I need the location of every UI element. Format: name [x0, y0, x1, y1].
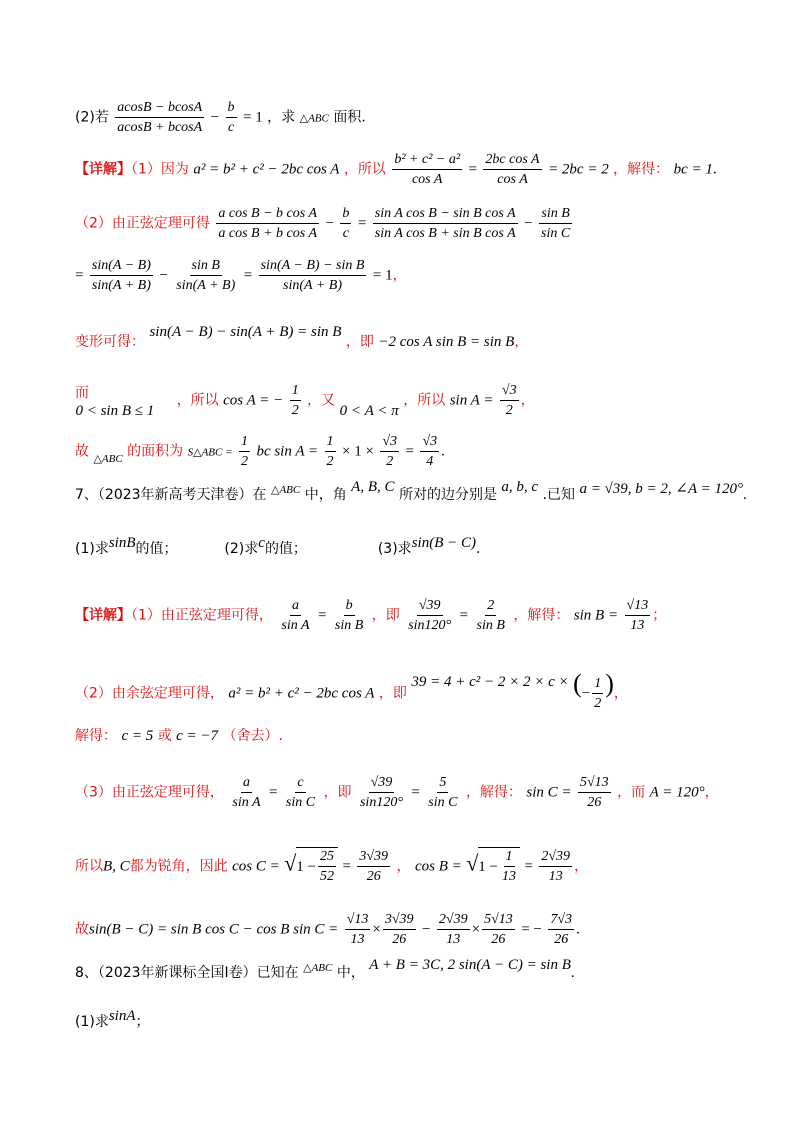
s6-1-result: bc = 1 — [673, 161, 713, 178]
s6-1-text-a: （1）因为 — [131, 161, 189, 178]
s7-6-fraction-3: $\frac{2√39}{13}$ — [438, 912, 468, 947]
s6-5-fraction-sqrt3: $\frac{√3}{2}$ — [501, 383, 517, 418]
s7-1-text-c: ，解得： — [513, 607, 570, 624]
s7-6-fraction-4: $\frac{5√13}{26}$ — [484, 912, 513, 947]
s7-2-text-a: （2）由余弦定理可得， — [75, 685, 224, 702]
s6-5-text-d: ，所以 — [403, 392, 446, 409]
s7-2-eq2: 39 = 4 + c² − 2 × 2 × c × — [411, 673, 569, 690]
s6-1-text-b: ，所以 — [343, 161, 386, 178]
q8-text-b: 中， — [336, 965, 365, 981]
s6-2-text-a: （2）由正弦定理可得 — [75, 215, 210, 232]
s6-3-fraction-3: $\frac{\text{sin(A − B) − sin B}}{\sin(A + B)}$ — [260, 258, 365, 293]
s6-2-fraction-4: $\frac{\text{sin B}}{\text{sin C}}$ — [541, 206, 571, 241]
s7-1-fraction-4: $\frac{2}{\text{sin B}}$ — [476, 598, 505, 633]
q7-solution-line-6: 故sin(B − C) = sin B cos C − cos B sin C = $\frac{√13}{13}$ × $\frac{3√39}{26}$ − $\frac{2√39}{13}$ × $\frac{5√13}{26}$ = − $\frac{7√3}{26}$ . — [75, 912, 580, 947]
s7-6-text-a: 故 — [75, 921, 89, 938]
s6-5-text-a: 而 — [75, 384, 89, 401]
q7-solution-line-4: （3）由正弦定理可得， $\frac{a}{\text{sin A}}$ = $\frac{c}{\text{sin C}}$ ，即 $\frac{√39}{\sin 120^\circ}$ = $\frac{5}{\text{sin C}}$ ，解得： sin C = $\frac{5√13}{26}$ ，而 A = 120°， — [75, 775, 719, 810]
q7-solution-line-1: 【详解】（1）由正弦定理可得， $\frac{a}{\text{sin A}}$ = $\frac{b}{\text{sin B}}$ ，即 $\frac{√39}{\sin 120^\circ}$ = $\frac{2}{\text{sin B}}$ ，解得： sin B = $\frac{√13}{13}$ ； — [75, 598, 667, 633]
q6-solution-line-5: 而 0 < sin B ≤ 1 ，所以 cos A = − $\frac{1}{2}$ ，又 0 < A < π ，所以 sin A = $\frac{√3}{2}$ ， — [75, 383, 535, 419]
triangle-label: △ABC — [303, 962, 333, 974]
q6-solution-line-2: （2）由正弦定理可得 $\frac{\text{a cos B − b cos A}}{\text{a cos B + b cos A}}$ − $\frac{b}{c}$ = $\frac{\text{sin A cos B − sin B cos A}}{\text{sin A cos B + sin B cos A}}$ − $\frac{\text{sin B}}{\text{sin C}}$ — [75, 206, 571, 241]
q6-part2-question: (2)若 $\frac{acosB - bcosA}{acosB + bcosA}$ − $\frac{b}{c}$ = 1 ，求 △ABC 面积. — [75, 100, 366, 135]
q7-given: a = √39, b = 2, ∠A = 120° — [579, 481, 743, 497]
s7-6-fraction-2: $\frac{3√39}{26}$ — [384, 912, 414, 947]
q7-part1-label: (1)求 — [75, 541, 109, 557]
s6-6-mid2: × 1 × — [342, 443, 374, 460]
s7-4-angle-a: A = 120° — [649, 784, 705, 801]
s7-1-fraction-3: $\frac{√39}{\sin 120^\circ}$ — [408, 598, 452, 633]
q7-title: 7、（2023年新高考天津卷）在 $^{\triangle ABC}$ 中，角 A, B, C 所对的边分别是 a, b, c .已知 a = √39, b = 2, ∠A = 120°. — [75, 479, 747, 503]
s7-4-text-b: ，即 — [323, 784, 352, 801]
s7-4-result: sin C = — [526, 784, 572, 801]
s6-3-fraction-2: $\frac{\text{sin B}}{\sin(A + B)}$ — [176, 258, 236, 293]
s7-4-fraction-2: $\frac{c}{\text{sin C}}$ — [285, 775, 316, 810]
q7-part2-tail: 的值； — [264, 541, 307, 557]
s7-4-fraction-1: $\frac{a}{\text{sin A}}$ — [232, 775, 261, 810]
s7-2-cosine-law: a² = b² + c² − 2bc cos A — [228, 685, 375, 702]
q6-solution-line-3: = $\frac{\sin(A - B)}{\sin(A + B)}$ − $\frac{\text{sin B}}{\sin(A + B)}$ = $\frac{\text{sin(A − B) − sin B}}{\sin(A + B)}$ = 1， — [75, 258, 407, 293]
q7-sides: a, b, c — [501, 479, 539, 495]
q8-given: A + B = 3C, 2 sin(A − C) = sin B — [369, 957, 571, 973]
detail-tag: 【详解】 — [75, 607, 131, 624]
s7-4-text-a: （3）由正弦定理可得， — [75, 784, 224, 801]
q7-text-c: 所对的边分别是 — [398, 487, 497, 503]
s7-4-text-d: ，而 — [617, 784, 646, 801]
s7-2-fraction-half: $\frac{1}{2}$ — [594, 676, 602, 711]
s7-3-or: 或 — [157, 728, 172, 744]
s7-5-text-a: 所以 — [75, 858, 103, 875]
s7-5-fraction-3: $\frac{1}{13}$ — [502, 849, 516, 884]
q7-solution-line-3 — [75, 727, 283, 745]
s7-5-fraction-1: $\frac{25}{52}$ — [320, 849, 334, 884]
q6-solution-line-1: 【详解】（1）因为 a² = b² + c² − 2bc cos A ，所以 $\frac{\text{b² + c² − a²}}{\text{cos A}}$ = $\frac{\text{2bc cos A}}{\text{cos A}}$ = 2bc = 2 ，解得： bc = 1. — [75, 152, 717, 187]
s7-3-c-positive: c = 5 — [121, 728, 154, 744]
q6-part2-tail: 面积. — [333, 109, 366, 126]
s6-6-fraction-3: $\frac{√3}{2}$ — [382, 434, 398, 469]
s6-4-eq2: −2 cos A sin B = sin B — [378, 334, 515, 350]
s6-1-eq2: = 2bc = 2 — [548, 161, 609, 178]
q6-part2-fraction-1: $\frac{acosB - bcosA}{acosB + bcosA}$ — [117, 100, 203, 135]
s7-4-fraction-4: $\frac{5}{\text{sin C}}$ — [428, 775, 458, 810]
s6-4-eq1: sin(A − B) − sin(A + B) = sin B — [149, 324, 342, 340]
s7-6-fraction-5: $\frac{7√3}{26}$ — [550, 912, 573, 947]
s6-6-text-a: 故 — [75, 443, 89, 460]
s6-4-text-b: ，即 — [345, 334, 374, 350]
q7-part2-math: c — [258, 535, 265, 551]
s7-3-text-a: 解得： — [75, 728, 117, 744]
q8-title-text: 8、（2023年新课标全国Ⅰ卷）已知在 — [75, 965, 299, 981]
s7-5-cos-c: cos C = — [232, 858, 280, 875]
q8-part1-math: sinA — [108, 1008, 136, 1024]
s6-5-text-c: ，又 — [307, 392, 336, 409]
q8-part1-tail: ； — [135, 1014, 150, 1030]
s7-6-fraction-1: $\frac{√13}{13}$ — [346, 912, 369, 947]
s7-5-fraction-2: $\frac{3√39}{26}$ — [359, 849, 389, 884]
s6-2-fraction-1: $\frac{\text{a cos B − b cos A}}{\text{a cos B + b cos A}}$ — [218, 206, 317, 241]
s6-6-mid: bc sin A = — [256, 443, 319, 460]
q8-title: 8、（2023年新课标全国Ⅰ卷）已知在 $^{\triangle ABC}$ 中， A + B = 3C, 2 sin(A − C) = sin B. — [75, 957, 575, 981]
q7-part3-math: sin(B − C) — [411, 535, 476, 551]
s6-2-fraction-2: $\frac{b}{c}$ — [342, 206, 350, 241]
q6-part2-equals: = 1 — [243, 109, 263, 126]
s7-1-fraction-1: $\frac{a}{\text{sin A}}$ — [281, 598, 310, 633]
q6-solution-line-6: 故 $_{\triangle ABC}$ 的面积为 S△ABC = $\frac{1}{2}$ bc sin A = $\frac{1}{2}$ × 1 × $\frac{√3}{2}$ = $\frac{√3}{4}$ . — [75, 434, 445, 469]
q7-solution-line-5: 所以B, C都为锐角，因此 cos C = √ 1 − $\frac{25}{52}$ = $\frac{3√39}{26}$ ， cos B = √ 1 − $\frac{1}{13}$ = $\frac{2√39}{13}$ ， — [75, 849, 589, 884]
s6-6-area-symbol: S△ABC = — [187, 446, 233, 459]
q7-part1-tail: 的值； — [135, 541, 178, 557]
s7-4-fraction-3: $\frac{√39}{\sin 120^\circ}$ — [359, 775, 403, 810]
s6-6-fraction-1: $\frac{1}{2}$ — [240, 434, 248, 469]
s6-6-fraction-2: $\frac{1}{2}$ — [326, 434, 334, 469]
q7-solution-line-2: （2）由余弦定理可得， a² = b² + c² − 2bc cos A ，即 39 = 4 + c² − 2 × 2 × c × (− $\frac{1}{2}$ )， — [75, 668, 628, 711]
s6-2-fraction-3: $\frac{\text{sin A cos B − sin B cos A}}{\text{sin A cos B + sin B cos A}}$ — [374, 206, 516, 241]
s7-4-fraction-5: $\frac{5√13}{26}$ — [579, 775, 609, 810]
q7-parts — [75, 535, 481, 558]
q7-part1-math: sinB — [108, 535, 136, 551]
s7-5-angles: B, C — [103, 858, 130, 875]
s6-6-fraction-4: $\frac{√3}{4}$ — [422, 434, 438, 469]
s6-5-eq1: 0 < sin B ≤ 1 — [75, 402, 155, 419]
s6-5-fraction-half: $\frac{1}{2}$ — [291, 383, 299, 418]
q7-part3-label: (3)求 — [377, 541, 412, 557]
s7-3-end: （舍去）. — [222, 728, 283, 744]
s7-1-text-b: ，即 — [371, 607, 400, 624]
s6-5-eq2: cos A = − — [223, 392, 284, 409]
q7-part2-label: (2)求 — [224, 541, 259, 557]
s6-1-cosine-law: a² = b² + c² − 2bc cos A — [193, 161, 340, 178]
q6-part2-prefix: (2)若 — [75, 109, 109, 126]
q7-text-d: .已知 — [542, 487, 575, 503]
s7-5-cos-b: cos B = — [414, 858, 462, 875]
s6-5-eq4: sin A = — [449, 392, 494, 409]
s7-1-result: sin B = — [573, 607, 619, 624]
s6-4-text-a: 变形可得： — [75, 334, 145, 350]
q6-part2-fraction-2: $\frac{b}{c}$ — [227, 100, 235, 135]
q6-solution-line-4: 变形可得： sin(A − B) − sin(A + B) = sin B ，即 −2 cos A sin B = sin B， — [75, 324, 529, 350]
s7-4-text-c: ，解得： — [465, 784, 522, 801]
s6-1-text-c: ，解得： — [613, 161, 670, 178]
q7-title-text: 7、（2023年新高考天津卷）在 — [75, 487, 267, 503]
s7-6-identity: sin(B − C) = sin B cos C − cos B sin C = — [89, 921, 339, 938]
s7-2-text-b: ，即 — [378, 685, 407, 702]
s7-5-text-b: 都为锐角，因此 — [129, 858, 228, 875]
s7-3-c-negative: c = −7 — [176, 728, 219, 744]
triangle-label: △ABC — [271, 484, 301, 496]
s7-1-fraction-2: $\frac{b}{\text{sin B}}$ — [334, 598, 364, 633]
q8-part1-label: (1)求 — [75, 1014, 109, 1030]
q7-angles: A, B, C — [351, 479, 395, 495]
detail-tag: 【详解】 — [75, 161, 131, 178]
q7-text-b: 中，角 — [304, 487, 347, 503]
triangle-label: △ABC — [93, 452, 123, 465]
q7-part3-tail: . — [475, 541, 481, 557]
s6-3-end: = 1 — [372, 267, 393, 284]
s6-5-eq3: 0 < A < π — [339, 402, 399, 419]
s7-1-text-a: （1）由正弦定理可得， — [131, 607, 273, 624]
s6-5-text-b: ，所以 — [176, 392, 219, 409]
s7-1-fraction-5: $\frac{√13}{13}$ — [626, 598, 649, 633]
s6-3-fraction-1: $\frac{\sin(A - B)}{\sin(A + B)}$ — [91, 258, 151, 293]
q8-part1 — [75, 1008, 150, 1031]
s6-6-text-b: 的面积为 — [127, 443, 184, 460]
s7-5-fraction-4: $\frac{2√39}{13}$ — [541, 849, 571, 884]
s6-1-fraction-2: $\frac{\text{2bc cos A}}{\text{cos A}}$ — [485, 152, 540, 187]
s6-1-fraction-1: $\frac{\text{b² + c² − a²}}{\text{cos A}}$ — [394, 152, 461, 187]
triangle-label: △ABC — [299, 112, 329, 125]
q6-part2-ask: ，求 — [267, 109, 296, 126]
